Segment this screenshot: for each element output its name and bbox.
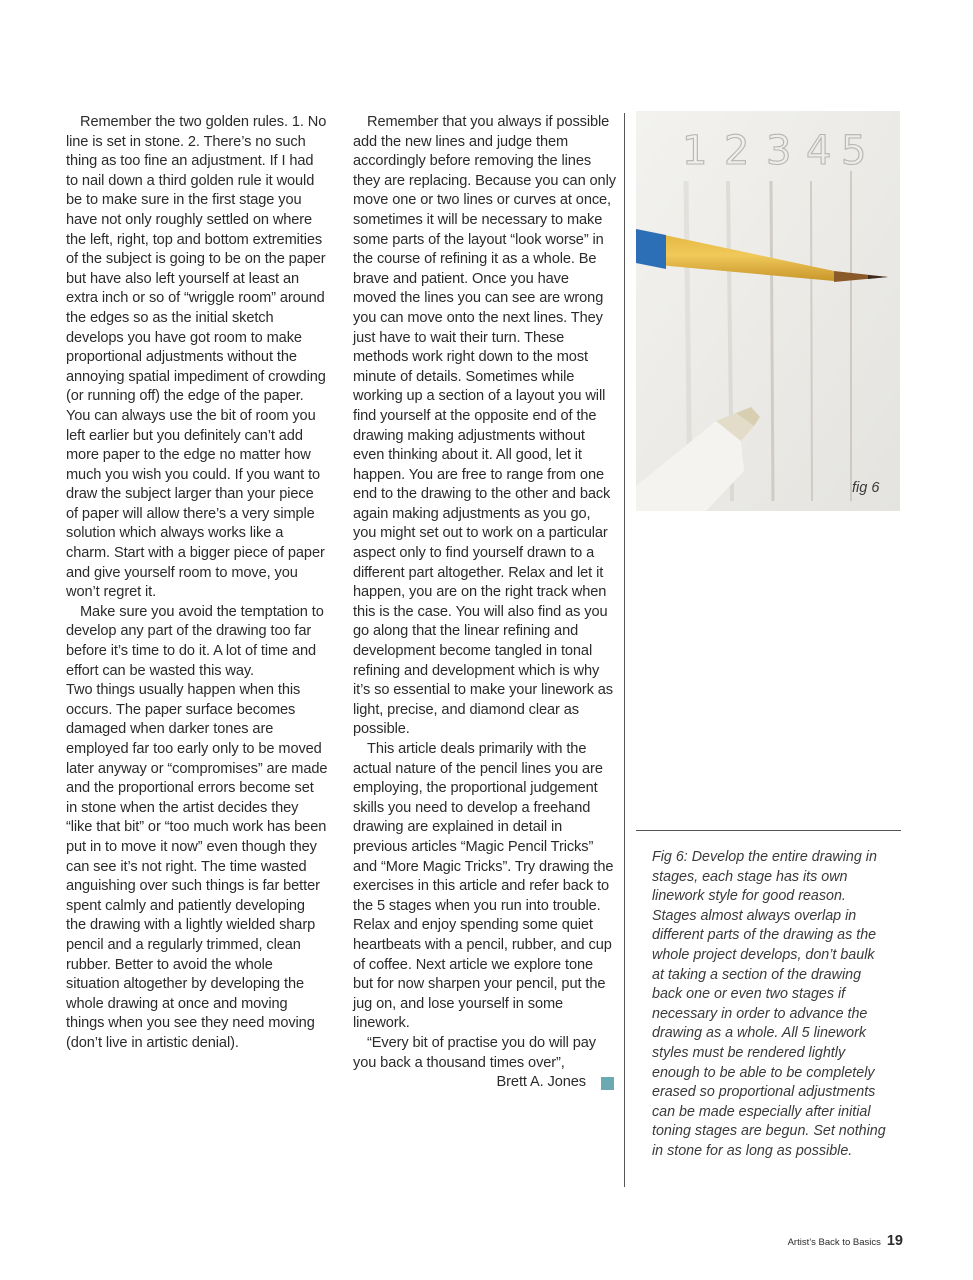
paragraph: Remember the two golden rules. 1. No line is set in stone. 2. There’s no such thing as too fine an adjustment. If I had to nail down a third golden rule it would be to make sure in the first stage you have not only roughly settled on where the left, right, top and bottom extremities of the subject is going to be on the paper but have also left yourself at least an extra inch or so of “wriggle room” around the edges so as the initial sketch develops you have got room to make proportional adjustments without the annoying spatial impediment of crowding (or running off) the edge of the paper. You can always use the bit of room you left earlier but you definitely can’t add more paper to the edge no matter how much you wish you could. If you want to draw the subject larger than your piece of paper will allow there’s a very simple solution which always works like a charm. Start with a bigger piece of paper and give yourself room to move, you won’t regret it.	[66, 114, 327, 601]
pencil-drawing-photo	[636, 111, 900, 511]
stage-number: 2	[724, 128, 750, 174]
article-column-2	[353, 113, 616, 1093]
caption-divider	[636, 830, 901, 831]
column-divider	[624, 113, 625, 1187]
paragraph: This article deals primarily with the actual nature of the pencil lines you are employing, the proportional judgement skills you need to develop a freehand drawing are explained in detail in previous articles “Magic Pencil Tricks” and “More Magic Tricks”. Try drawing the exercises in this article and refer back to the 5 stages when you run into trouble. Relax and enjoy spending some quiet heartbeats with a pencil, rubber, and cup of coffee. Next article we explore tone but for now sharpen your pencil, put the jug on, and lose yourself in some linework.	[353, 741, 614, 1032]
figure-photo	[636, 111, 900, 511]
stage-number: 5	[841, 128, 867, 174]
page-number: 19	[886, 1233, 903, 1249]
paragraph: Make sure you avoid the temptation to develop any part of the drawing too far before it’s time to do it. A lot of time and effort can be wasted this way.	[66, 603, 324, 679]
page-footer	[788, 1233, 903, 1249]
stage-number: 1	[682, 128, 708, 174]
paragraph: “Every bit of practise you do will pay you back a thousand times over”,	[353, 1034, 596, 1071]
paragraph: Two things usually happen when this occurs. The paper surface becomes damaged when darker tones are employed far too early only to be moved later anyway or “compromises” are made and the proportional errors become set in stone when the artist decides they “like that bit” or “too much work has been put in to move it now” even though they can see it’s not right. The time wasted anguishing over such things is far better spent calmly and patiently developing the drawing with a lightly wielded sharp pencil and a regularly trimmed, clean rubber. Better to avoid the whole situation altogether by developing the whole drawing at once and moving things when you see they need moving (don’t live in artistic denial).	[66, 682, 328, 1051]
paragraph: Remember that you always if possible add the new lines and judge them accordingly before removing the lines they are replacing. Because you can only move one or two lines or curves at once, sometimes it will be necessary to make some parts of the layout “look worse” in the course of refining it as a whole. Be brave and patient. Once you have moved the lines you can see are wrong you can move onto the next lines. They just have to wait their turn. These methods work right down to the most minute of details. Sometimes while working up a section of a layout you will find yourself at the opposite end of the drawing making adjustments without even thinking about it. All good, let it happen. You are free to range from one end to the drawing to the other and back again making adjustments as you go, you might set out to work on a particular aspect only to find yourself drawn to a different part altogether. Relax and let it happen, you are on the right track when this is the case. You will also find as you go along that the linear refining and development become tangled in tonal refining and development which is why it’s so essential to make your linework as light, precise, and diamond clear as possible.	[353, 114, 616, 738]
stage-number: 4	[806, 128, 832, 174]
article-column-1	[66, 113, 328, 1054]
figure-label: fig 6	[852, 480, 880, 496]
figure-caption: Fig 6: Develop the entire drawing in stages, each stage has its own linework style for good reason. Stages almost always overlap in different parts of the drawing as the whole project develops, don’t baulk at taking a section of the drawing back one or even two stages if necessary in order to advance the drawing as a whole. All 5 linework styles must be rendered lightly enough to be able to be completely erased so proportional adjustments can be made especially after initial toning stages are begun. Set nothing in stone for as long as possible.	[652, 849, 886, 1159]
publication-name: Artist’s Back to Basics	[787, 1237, 881, 1248]
end-of-article-mark	[601, 1077, 614, 1090]
author-signature	[353, 1073, 616, 1093]
author-name: Brett A. Jones	[496, 1074, 586, 1091]
stage-number: 3	[766, 128, 792, 174]
